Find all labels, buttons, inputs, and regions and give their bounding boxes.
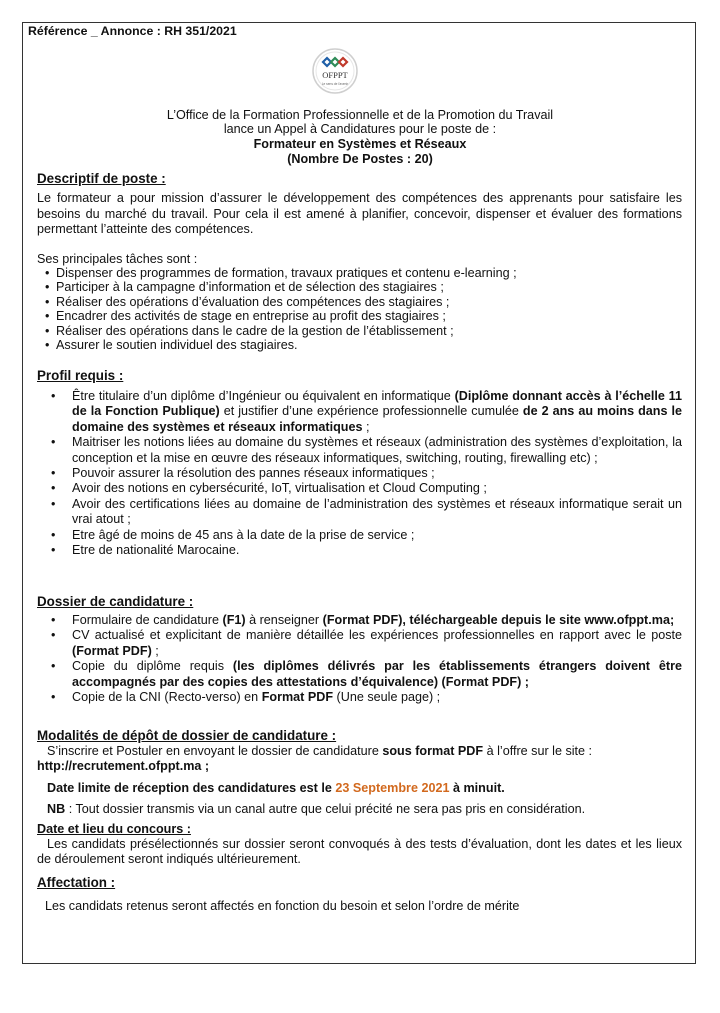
modalites-text: S’inscrire et Postuler en envoyant le dossier de candidature sous format PDF à l’offre sur le site : [47,744,593,758]
section-profil-title: Profil requis : [37,368,124,383]
list-item: • Etre de nationalité Marocaine. [37,543,682,558]
list-item: • Participer à la campagne d’information et de sélection des stagiaires ; [45,280,665,294]
ofppt-logo [305,46,365,96]
descriptif-text: Le formateur a pour mission d’assurer le développement des compétences des apprenants pour satisfaire les besoins du marché du travail. Pour cela il est amené à planifier, concevoir, dispenser et évaluer des formations permettant l’atteinte des compétences. [37,191,682,237]
list-item: • Formulaire de candidature (F1) à renseigner (Format PDF), téléchargeable depuis le site www.ofppt.ma; [37,613,682,628]
post-title: Formateur en Systèmes et Réseaux [253,137,467,151]
list-item: • Copie du diplôme requis (les diplômes délivrés par les établissements étrangers doivent être accompagnés par des copies des attestations d’équivalence) (Format PDF) ; [37,659,682,690]
deadline: Date limite de réception des candidatures est le 23 Septembre 2021 à minuit. [47,781,505,795]
tasks-list [45,266,665,352]
profil-list [37,389,682,558]
section-descriptif-title: Descriptif de poste : [37,171,166,186]
list-item: • Réaliser des opérations dans le cadre de la gestion de l’établissement ; [45,324,665,338]
list-item: • Avoir des notions en cybersécurité, IoT, virtualisation et Cloud Computing ; [37,481,682,496]
reference-line: Référence _ Annonce : RH 351/2021 [28,24,237,38]
list-item: • Réaliser des opérations d’évaluation des compétences des stagiaires ; [45,295,665,309]
list-item: • Avoir des certifications liées au domaine de l’administration des systèmes et réseaux informatique serait un vrai atout ; [37,497,682,528]
nb-note: NB : Tout dossier transmis via un canal autre que celui précité ne sera pas pris en considération. [47,802,586,816]
header-line-2: lance un Appel à Candidatures pour le poste de : [223,122,497,136]
list-item: • Copie de la CNI (Recto-verso) en Format PDF (Une seule page) ; [37,690,682,705]
tasks-intro: Ses principales tâches sont : [37,252,198,266]
section-dossier-title: Dossier de candidature : [37,594,194,609]
list-item: • Etre âgé de moins de 45 ans à la date de la prise de service ; [37,528,682,543]
list-item: • Pouvoir assurer la résolution des pannes réseaux informatiques ; [37,466,682,481]
svg-text:Le sens de l'avenir: Le sens de l'avenir [321,82,349,86]
header-line-1: L’Office de la Formation Professionnelle et de la Promotion du Travail [166,108,554,122]
affectation-text: Les candidats retenus seront affectés en fonction du besoin et selon l’ordre de mérite [45,899,520,913]
dossier-list [37,613,682,705]
list-item: • Être titulaire d’un diplôme d’Ingénieur ou équivalent en informatique (Diplôme donnant accès à l’échelle 11 de la Fonction Publique) et justifier d’une expérience professionnelle cumulée de 2 ans au moins dans le domaine des systèmes et réseaux informatiques ; [37,389,682,435]
list-item: • CV actualisé et explicitant de manière détaillée les expériences professionnelles en rapport avec le poste (Format PDF) ; [37,628,682,659]
post-count: (Nombre De Postes : 20) [287,152,433,166]
list-item: • Maitriser les notions liées au domaine du systèmes et réseaux (administration des systèmes d’exploitation, la conception et la mise en œuvre des réseaux informatiques, switching, routing, firewalling etc) ; [37,435,682,466]
section-concours-title: Date et lieu du concours : [37,822,191,836]
deadline-date: 23 Septembre 2021 [335,781,450,795]
list-item: • Assurer le soutien individuel des stagiaires. [45,338,665,352]
list-item: • Dispenser des programmes de formation, travaux pratiques et contenu e-learning ; [45,266,665,280]
list-item: • Encadrer des activités de stage en entreprise au profit des stagiaires ; [45,309,665,323]
concours-text: Les candidats présélectionnés sur dossier seront convoqués à des tests d’évaluation, dont les dates et les lieux de déroulement seront indiqués ultérieurement. [37,837,682,866]
svg-text:OFPPT: OFPPT [322,70,348,80]
section-affectation-title: Affectation : [37,875,116,890]
application-url: http://recrutement.ofppt.ma ; [37,759,210,773]
section-modalites-title: Modalités de dépôt de dossier de candidature : [37,728,337,743]
